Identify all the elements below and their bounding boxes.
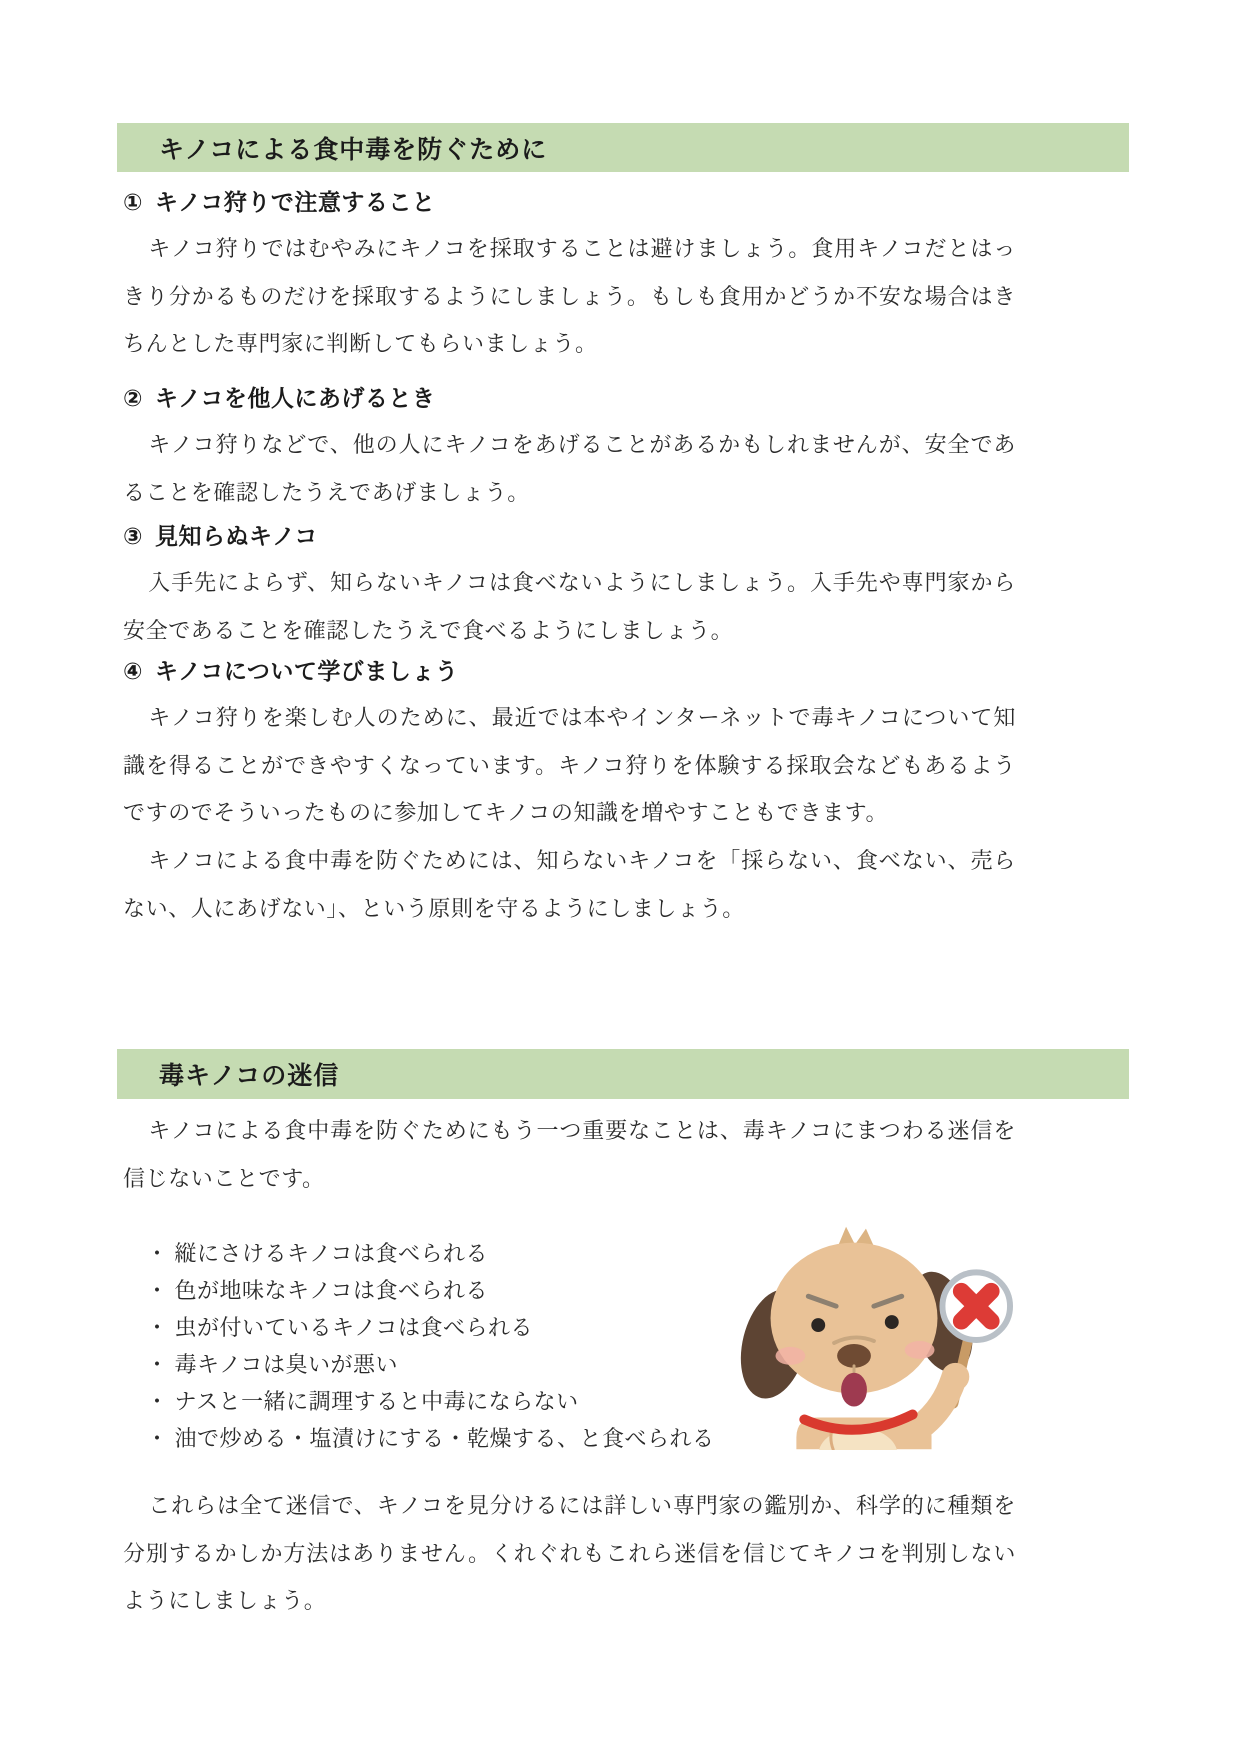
prevention-item-4-title: キノコについて学びましょう bbox=[154, 659, 459, 685]
myth-item bbox=[146, 1347, 786, 1384]
myth-item-text: 虫が付いているキノコは食べられる bbox=[174, 1316, 533, 1341]
myths-intro: キノコによる食中毒を防ぐためにもう一つ重要なことは、毒キノコにまつわる迷信を信じないことです。 bbox=[123, 1119, 1016, 1192]
bullet-dot: ・ bbox=[146, 1279, 169, 1304]
prevention-item-1 bbox=[123, 184, 1016, 369]
myth-item-text: 毒キノコは臭いが悪い bbox=[174, 1353, 398, 1378]
myth-item bbox=[146, 1384, 786, 1421]
dog-head bbox=[771, 1227, 938, 1407]
dog-paw bbox=[941, 1363, 969, 1391]
circled-number-3: ③ bbox=[123, 524, 143, 550]
myth-item bbox=[146, 1273, 786, 1310]
x-sign-icon bbox=[942, 1272, 1010, 1340]
prevention-item-1-body: キノコ狩りではむやみにキノコを採取することは避けましょう。食用キノコだとはっきり分かるものだけを採取するようにしましょう。もしも食用かどうか不安な場合はきちんとした専門家に判断してもらいましょう。 bbox=[123, 237, 1016, 357]
prevention-item-1-heading bbox=[123, 184, 1016, 217]
prevention-item-3-title: 見知らぬキノコ bbox=[154, 524, 318, 550]
myth-item-text: 縦にさけるキノコは食べられる bbox=[174, 1242, 488, 1267]
dog-warning-illustration bbox=[697, 1222, 1015, 1450]
myth-item bbox=[146, 1421, 786, 1458]
prevention-item-3 bbox=[123, 518, 1016, 655]
circled-number-2: ② bbox=[123, 386, 143, 412]
myth-item-text: ナスと一緒に調理すると中毒にならない bbox=[174, 1390, 579, 1415]
section-header-myths-title: 毒キノコの迷信 bbox=[159, 1061, 340, 1090]
prevention-closing: キノコによる食中毒を防ぐためには、知らないキノコを「採らない、食べない、売らない、人にあげない」、という原則を守るようにしましょう。 bbox=[123, 849, 1016, 922]
bullet-dot: ・ bbox=[146, 1242, 169, 1267]
section-header-prevention-title: キノコによる食中毒を防ぐために bbox=[159, 134, 548, 164]
prevention-item-2-title: キノコを他人にあげるとき bbox=[154, 386, 436, 412]
bullet-dot: ・ bbox=[146, 1427, 169, 1452]
prevention-item-4-heading bbox=[123, 653, 1016, 686]
prevention-item-2-heading bbox=[123, 380, 1016, 413]
myths-closing: これらは全て迷信で、キノコを見分けるには詳しい専門家の鑑別か、科学的に種類を分別するかしか方法はありません。くれぐれもこれら迷信を信じてキノコを判別しないようにしましょう。 bbox=[123, 1494, 1016, 1614]
myth-item-text: 油で炒める・塩漬けにする・乾燥する、と食べられる bbox=[174, 1427, 715, 1452]
prevention-item-3-body: 入手先によらず、知らないキノコは食べないようにしましょう。入手先や専門家から安全であることを確認したうえで食べるようにしましょう。 bbox=[123, 571, 1016, 644]
bullet-dot: ・ bbox=[146, 1390, 169, 1415]
myth-item bbox=[146, 1236, 786, 1273]
bullet-dot: ・ bbox=[146, 1316, 169, 1341]
circled-number-4: ④ bbox=[123, 659, 143, 685]
prevention-item-1-title: キノコ狩りで注意すること bbox=[154, 190, 436, 216]
myth-list bbox=[146, 1236, 786, 1458]
circled-number-1: ① bbox=[123, 190, 143, 216]
prevention-item-2-body: キノコ狩りなどで、他の人にキノコをあげることがあるかもしれませんが、安全であることを確認したうえであげましょう。 bbox=[123, 433, 1016, 506]
prevention-item-3-heading bbox=[123, 518, 1016, 551]
section-header-prevention bbox=[117, 123, 1129, 172]
prevention-item-4-body: キノコ狩りを楽しむ人のために、最近では本やインターネットで毒キノコについて知識を得ることができやすくなっています。キノコ狩りを体験する採取会などもあるようですのでそういったものに参加してキノコの知識を増やすこともできます。 bbox=[123, 706, 1016, 826]
myth-item bbox=[146, 1310, 786, 1347]
myth-item-text: 色が地味なキノコは食べられる bbox=[174, 1279, 488, 1304]
bullet-dot: ・ bbox=[146, 1353, 169, 1378]
prevention-item-2 bbox=[123, 380, 1016, 517]
section-header-myths bbox=[117, 1049, 1129, 1099]
prevention-item-4 bbox=[123, 653, 1016, 838]
